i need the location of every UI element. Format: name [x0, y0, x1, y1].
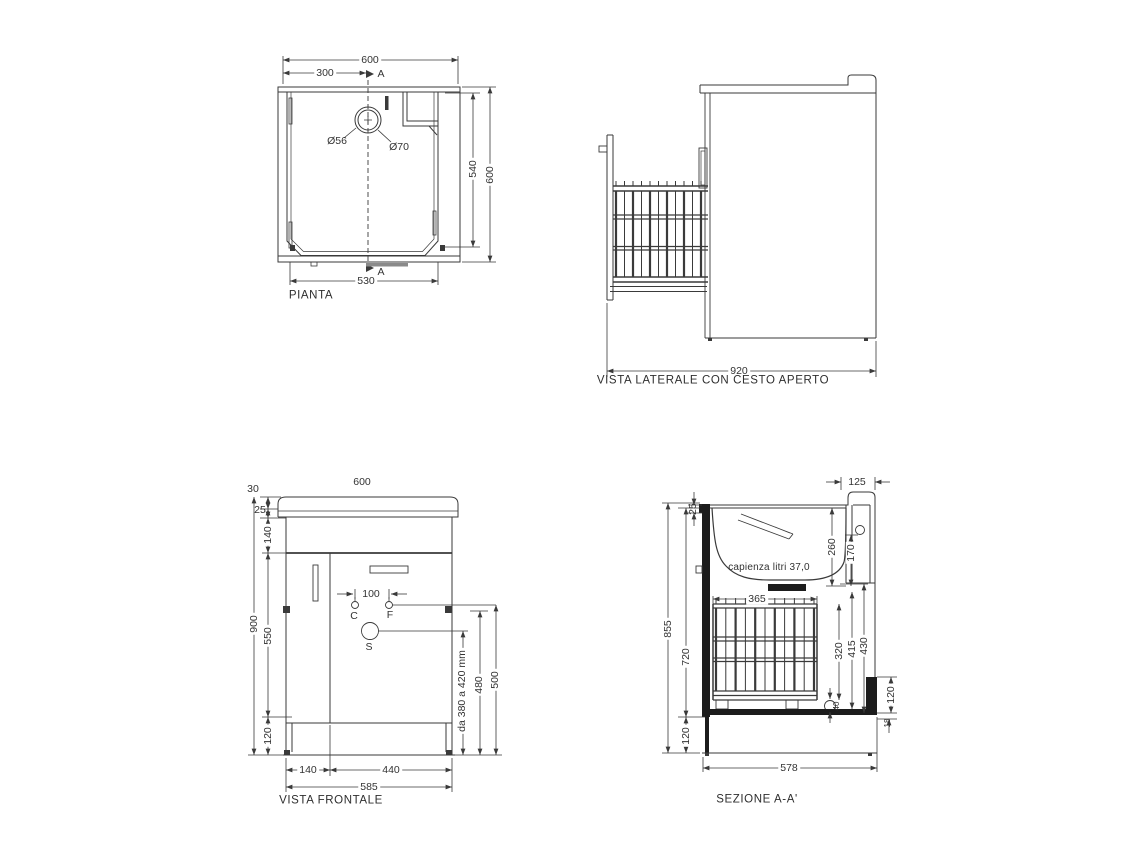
- plan-dim-depth-total: 600: [483, 166, 496, 184]
- plan-section-marker-top: A: [377, 67, 385, 80]
- section-view-title: SEZIONE A-A': [716, 793, 798, 806]
- section-dim-basket-height: 320: [832, 642, 845, 660]
- section-dim-wheel: 40: [832, 701, 841, 711]
- front-dim-plinth: 120: [261, 727, 274, 745]
- front-dim-drain-range: da 380 a 420 mm: [455, 650, 468, 732]
- plan-dimensions: [283, 53, 496, 285]
- plan-dim-half-width: 300: [316, 66, 334, 79]
- front-dim-width: 600: [353, 475, 371, 488]
- section-dim-430: 430: [857, 637, 870, 655]
- section-dim-counter: 25: [686, 503, 699, 515]
- section-dim-inner-height: 720: [679, 648, 692, 666]
- front-dim-body-width: 585: [360, 780, 378, 793]
- front-dim-tap-spacing: 100: [362, 587, 380, 600]
- plan-dim-drain-d70: Ø70: [389, 140, 409, 153]
- front-dim-height-total: 900: [247, 615, 260, 633]
- section-dimensions: [662, 477, 897, 772]
- section-capacity-note: capienza litri 37,0: [728, 562, 810, 573]
- section-dim-height-total: 855: [661, 620, 674, 638]
- front-label-drain: S: [365, 640, 373, 653]
- side-dim-depth-open: 920: [730, 364, 748, 377]
- section-dim-ledge: 125: [848, 475, 866, 488]
- section-dim-bottom-width: 578: [780, 761, 798, 774]
- front-dim-480: 480: [472, 676, 485, 694]
- front-dim-500: 500: [488, 671, 501, 689]
- side-view-drawing: [599, 75, 876, 377]
- section-dim-basket-depth: 365: [748, 592, 766, 605]
- plan-section-marker-bottom: A: [377, 265, 385, 278]
- front-dim-top-band: 140: [261, 526, 274, 544]
- front-dim-edge: 25: [254, 503, 266, 516]
- section-view-drawing: [662, 477, 897, 772]
- front-view-drawing: [248, 497, 502, 792]
- plan-view-drawing: [278, 53, 496, 285]
- front-dim-top-lip: 30: [247, 482, 259, 495]
- front-label-cold-water: C: [350, 609, 358, 622]
- front-view-title: VISTA FRONTALE: [279, 794, 383, 807]
- front-dim-door-height: 550: [261, 627, 274, 645]
- front-dim-door-width: 140: [299, 763, 317, 776]
- plan-dim-inner-depth: 540: [466, 160, 479, 178]
- section-dim-415: 415: [845, 640, 858, 658]
- front-label-hot-water: F: [386, 608, 394, 621]
- front-dim-basket-door: 440: [382, 763, 400, 776]
- side-view-title: VISTA LATERALE CON CESTO APERTO: [596, 374, 830, 387]
- section-dim-frame: 18: [883, 718, 892, 728]
- plan-dim-inner-width: 530: [357, 274, 375, 287]
- section-dim-leg-height: 120: [884, 686, 897, 704]
- section-dim-tap-deck: 170: [844, 544, 857, 562]
- plan-dim-drain-d56: Ø56: [327, 134, 347, 147]
- section-dim-basin-depth: 260: [825, 538, 838, 556]
- plan-view-title: PIANTA: [288, 289, 334, 302]
- plan-dim-width-total: 600: [361, 53, 379, 66]
- section-dim-plinth-left: 120: [679, 727, 692, 745]
